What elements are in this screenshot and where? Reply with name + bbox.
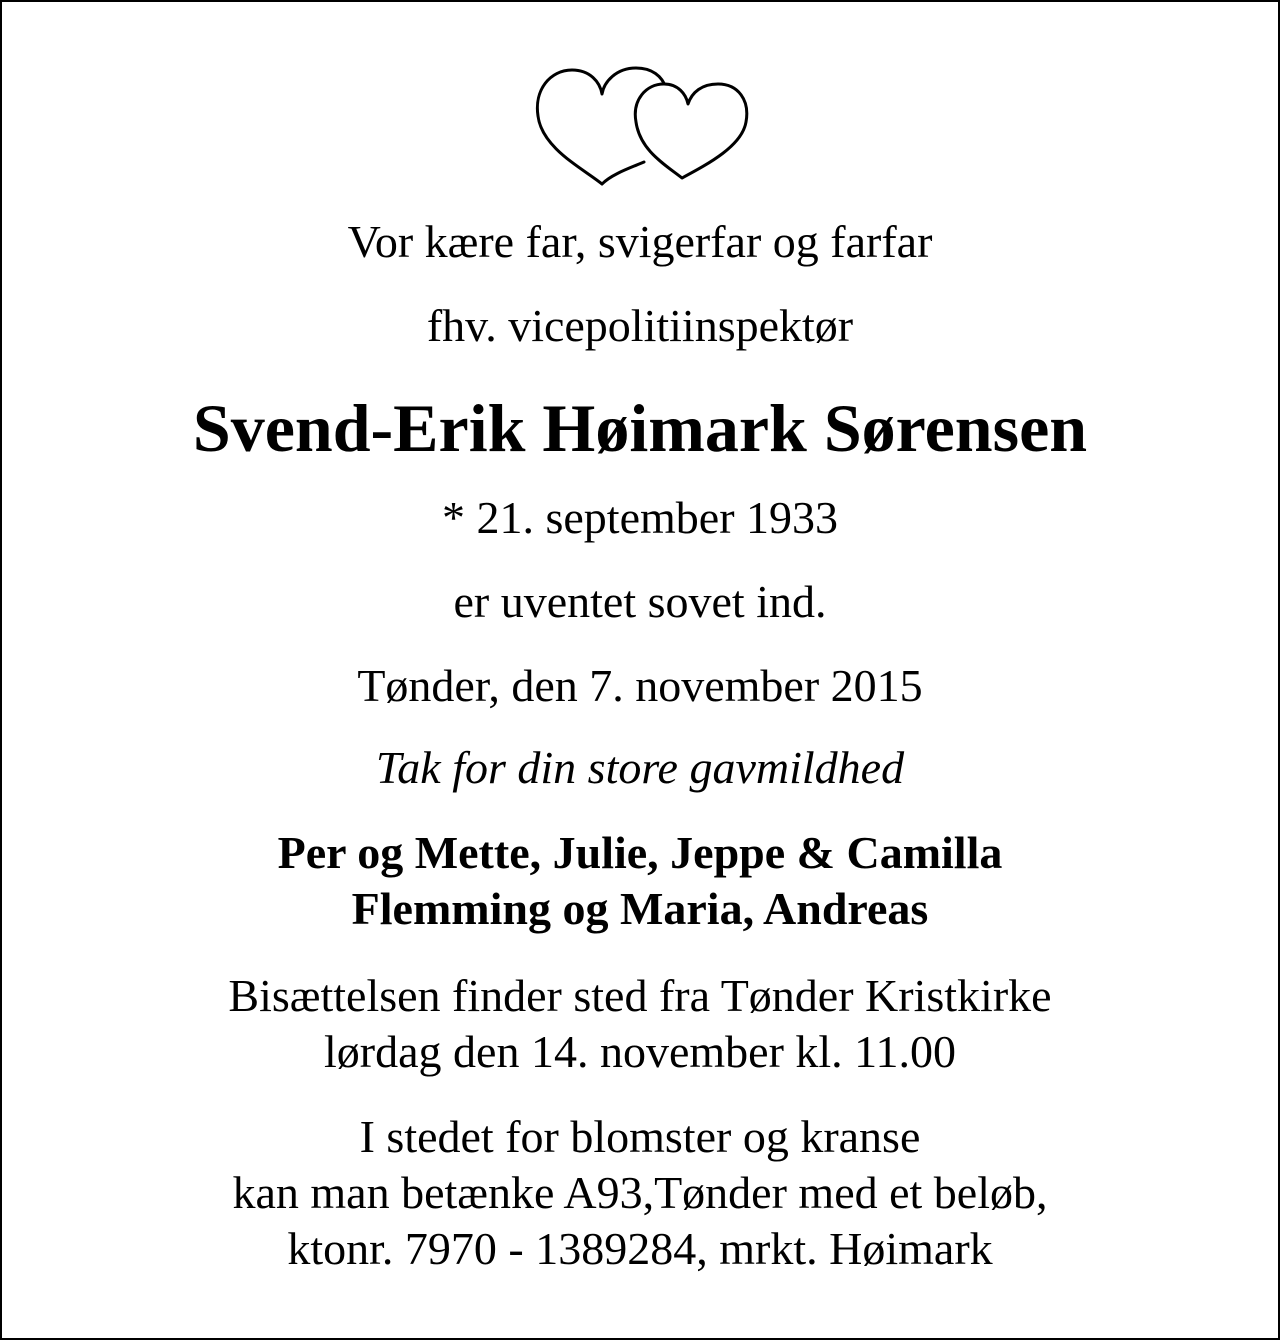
funeral-line: lørdag den 14. november kl. 11.00 <box>324 1026 956 1077</box>
funeral-info <box>2 968 1278 1080</box>
donation-line: I stedet for blomster og kranse <box>359 1111 921 1162</box>
family-names <box>2 825 1278 937</box>
family-line: Per og Mette, Julie, Jeppe & Camilla <box>277 827 1003 878</box>
thanks-line: Tak for din store gavmildhed <box>375 742 905 793</box>
deceased-title: fhv. vicepolitiinspektør <box>426 300 854 351</box>
donation-line: kan man betænke A93,Tønder med et beløb, <box>232 1167 1048 1218</box>
birth-date: * 21. september 1933 <box>441 492 839 543</box>
place-and-date: Tønder, den 7. november 2015 <box>357 660 923 711</box>
family-line: Flemming og Maria, Andreas <box>351 883 929 934</box>
passing-line: er uventet sovet ind. <box>453 576 827 627</box>
funeral-line: Bisættelsen finder sted fra Tønder Kristkirke <box>228 970 1052 1021</box>
two-hearts-icon <box>532 64 754 188</box>
donation-info <box>2 1109 1278 1277</box>
donation-line: ktonr. 7970 - 1389284, mrkt. Høimark <box>287 1223 993 1274</box>
intro-line: Vor kære far, svigerfar og farfar <box>347 216 933 267</box>
deceased-name: Svend-Erik Høimark Sørensen <box>192 390 1088 466</box>
